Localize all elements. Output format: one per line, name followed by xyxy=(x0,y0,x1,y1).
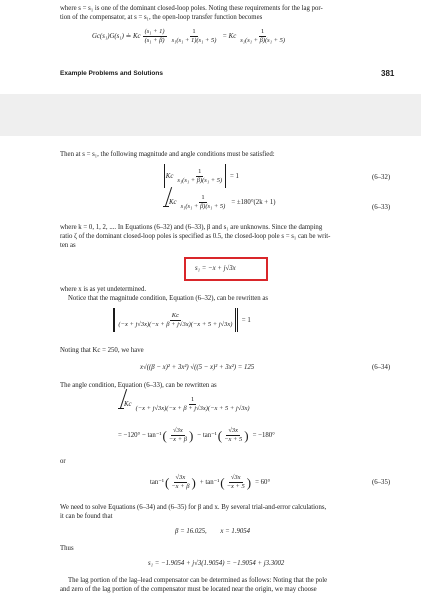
open-loop-lhs: Gc(s₁)G(s₁) ≐ Kc xyxy=(92,33,141,40)
equation-6-35: tan⁻¹ ( $\frac{√3x}{-x + \beta}$ ) + tan⁻¹ ( $\frac{√3x}{-x + 5}$ ) = 60° xyxy=(150,474,271,490)
noting-line: Noting that Kc = 250, we have xyxy=(60,347,144,354)
open-loop-equals: = Kc xyxy=(222,33,237,40)
where-line2: ratio ζ of the dominant closed-loop poles is specified as 0.5, the closed-loop pole s = s₁ can be writ- xyxy=(60,233,331,240)
open-loop-fraction-2: $\frac{1}{\text{s₁(s₁ + 1)(s₁ + 5)}}$ xyxy=(171,28,217,44)
need-line1: We need to solve Equations (6–34) and (6–35) for β and x. By several trial-and-error calculations, xyxy=(60,504,327,511)
top-paragraph-line1: where s = s₁ is one of the dominant closed-loop poles. Noting these requirements for the lag por- xyxy=(60,5,323,12)
open-loop-fraction-1: $\frac{\text{(s₁ + 1)}}{\text{(s₁ + β)}}$ xyxy=(144,28,165,44)
need-line2: it can be found that xyxy=(60,513,113,520)
angle-symbol-2: Kc xyxy=(118,400,132,409)
angle-line2-fraction-1: $\frac{√3x}{-x + \beta}$ xyxy=(168,427,187,443)
results-line: β = 16.025, x = 1.9054 xyxy=(175,528,251,535)
equation-6-32: Kc $\frac{1}{\text{s₁(s₁ + β)(s₁ + 5)}}$ = 1 xyxy=(165,167,239,184)
where-line3: ten as xyxy=(60,242,76,249)
equation-number-6-35: (6–35) xyxy=(372,479,391,486)
running-footer-title: Example Problems and Solutions xyxy=(60,70,163,77)
equation-6-34: x√((β − x)² + 3x²) √((5 − x)² + 3x²) = 125 xyxy=(140,364,255,371)
angle-equation-line2: = −120° − tan⁻¹ ( $\frac{√3x}{-x + \beta}$ ) − tan⁻¹ ( $\frac{√3x}{-x + 5}$ ) = −180° xyxy=(118,427,275,443)
angle-symbol: Kc xyxy=(163,198,177,207)
equation-6-32-fraction: $\frac{1}{\text{s₁(s₁ + β)(s₁ + 5)}}$ xyxy=(177,167,223,184)
angle-intro-line: The angle condition, Equation (6–33), can be rewritten as xyxy=(60,382,217,389)
angle-line2-fraction-2: $\frac{√3x}{-x + 5}$ xyxy=(224,427,243,443)
where-line1: where k = 0, 1, 2, .... In Equations (6–32) and (6–33), β and s₁ are unknowns. Since the damping xyxy=(60,224,323,231)
equation-number-6-32: (6–32) xyxy=(372,174,391,181)
thus-line: Thus xyxy=(60,545,74,552)
page-gap xyxy=(0,94,421,136)
or-line: or xyxy=(60,458,66,465)
open-loop-equation xyxy=(92,28,287,45)
equation-6-33: Kc $\frac{1}{\text{s₁(s₁ + β)(s₁ + 5)}}$ = ±180°(2k + 1) xyxy=(163,194,276,211)
notice-line: Notice that the magnitude condition, Equation (6–32), can be rewritten as xyxy=(68,295,269,302)
boxed-equation: s₁ = −x + j√3x xyxy=(195,265,236,272)
angle-fraction: $\frac{1}{(-x + j√3x)(-x + \beta + j√3x)(-x + 5 + j√3x)}$ xyxy=(135,396,250,412)
angle-equation-line1 xyxy=(118,396,252,413)
equation-6-35-fraction-2: $\frac{√3x}{-x + 5}$ xyxy=(226,474,245,490)
equation-number-6-33: (6–33) xyxy=(372,204,391,211)
lag-line2: and zero of the lag portion of the compensator must be located near the origin, we may choose xyxy=(60,586,317,593)
magnitude-equation: $\frac{Kc}{(-x + j√3x)(-x + \beta + j√3x)(-x + 5 + j√3x)}$ = 1 xyxy=(112,308,251,332)
then-line: Then at s = s₁, the following magnitude and angle conditions must be satisfied: xyxy=(60,151,275,158)
page-number: 381 xyxy=(381,69,395,78)
top-paragraph-line2: tion of the compensator, at s = s₁, the open-loop transfer function becomes xyxy=(60,14,263,21)
s1-value-line: s₁ = −1.9054 + j√3(1.9054) = −1.9054 + j3.3002 xyxy=(148,560,285,567)
magnitude-fraction: $\frac{Kc}{(-x + j√3x)(-x + \beta + j√3x)(-x + 5 + j√3x)}$ xyxy=(118,311,233,328)
open-loop-fraction-3: $\frac{1}{\text{s₁(s₁ + β)(s₁ + 5)}}$ xyxy=(240,28,286,44)
lag-line1: The lag portion of the lag–lead compensator can be determined as follows: Noting that the pole xyxy=(68,577,328,584)
equation-6-35-fraction-1: $\frac{√3x}{-x + \beta}$ xyxy=(171,474,190,490)
equation-6-33-fraction: $\frac{1}{\text{s₁(s₁ + β)(s₁ + 5)}}$ xyxy=(180,194,226,210)
equation-number-6-34: (6–34) xyxy=(372,364,391,371)
undetermined-line: where x is as yet undetermined. xyxy=(60,286,147,293)
